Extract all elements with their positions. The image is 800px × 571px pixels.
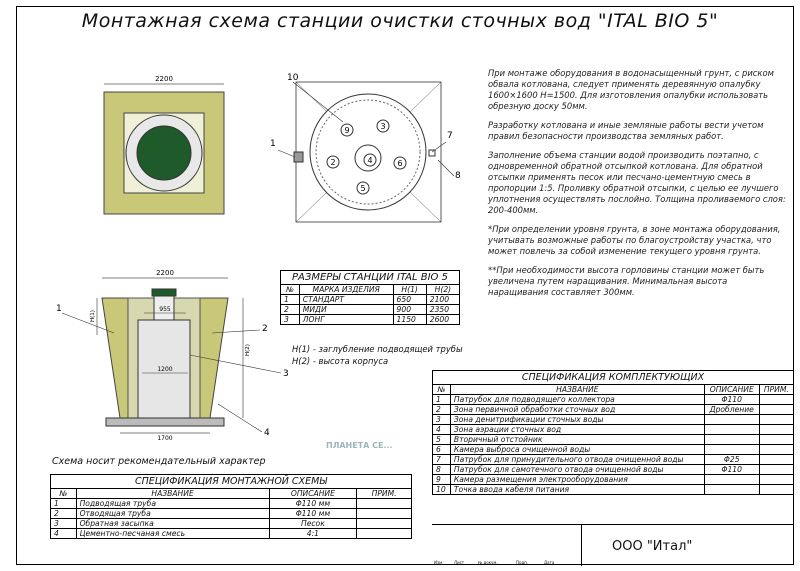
- table-row: 6 Камера выброса очищенной воды: [433, 445, 794, 455]
- table-row: 8 Патрубок для самотечного отвода очищенной воды Φ110: [433, 465, 794, 475]
- stamp-label: Подп.: [516, 560, 529, 565]
- mount-header: ОПИСАНИЕ: [269, 489, 357, 499]
- legend-h2: Н(2) - высота корпуса: [292, 356, 389, 366]
- zone-4: 4: [367, 156, 373, 165]
- legend-h1: Н(1) - заглубление подводящей трубы: [292, 344, 463, 354]
- base-slab: [106, 418, 224, 426]
- note-1: При монтаже оборудования в водонасыщенный грунт, с риском обвала котлована, следует применять деревянную опалубку 1600×1600 Н=1500. Для изготовления опалубки использовать обрезную доску 50мм.: [488, 68, 774, 111]
- sizes-table-caption: РАЗМЕРЫ СТАНЦИИ ITAL BIO 5: [280, 270, 460, 284]
- installation-notes: [488, 68, 788, 306]
- title-block: [432, 524, 794, 565]
- station-schematic: [270, 73, 461, 222]
- table-row: 7 Патрубок для принудительного отвода очищенной воды Φ25: [433, 455, 794, 465]
- outlet-pipe: [429, 150, 435, 156]
- zone-6: 6: [397, 159, 403, 168]
- stamp-label: Изм.: [434, 560, 444, 565]
- mount-table-caption: СПЕЦИФИКАЦИЯ МОНТАЖНОЙ СХЕМЫ: [50, 474, 412, 488]
- callout-2: 2: [262, 324, 268, 334]
- callout-8: 8: [455, 171, 461, 181]
- table-row: 10 Точка ввода кабеля питания: [433, 485, 794, 495]
- inlet-pipe: [294, 152, 303, 162]
- components-header: ПРИМ.: [759, 385, 793, 395]
- sizes-legend: [292, 343, 463, 367]
- plan-station: [137, 126, 191, 180]
- table-row: 5 Вторичный отстойник: [433, 435, 794, 445]
- table-row: 3 ЛОНГ 1150 2600: [281, 315, 460, 325]
- stamp-label: № докум.: [478, 560, 498, 565]
- components-header: ОПИСАНИЕ: [704, 385, 759, 395]
- table-row: 4 Зона аэрации сточных вод: [433, 425, 794, 435]
- table-row: 4 Цементно-песчаная смесь 4:1: [51, 529, 412, 539]
- callout-7: 7: [447, 131, 453, 141]
- components-table: [432, 370, 794, 495]
- sizes-table: [280, 270, 460, 325]
- table-row: 3 Обратная засыпка Песок: [51, 519, 412, 529]
- section-view: [56, 269, 289, 442]
- zone-2: 2: [330, 158, 336, 167]
- sizes-header: №: [281, 285, 300, 295]
- sizes-header: МАРКА ИЗДЕЛИЯ: [299, 285, 393, 295]
- zone-9: 9: [344, 126, 350, 135]
- table-row: 1 Подводящая труба Φ110 мм: [51, 499, 412, 509]
- note-5: **При необходимости высота горловины станции может быть увеличена путем наращивания. Минимальная высота наращивания составляет 300мм.: [488, 265, 765, 297]
- neck-width-label: 955: [159, 306, 171, 313]
- zone-5: 5: [360, 184, 366, 193]
- h1-label: H(1): [90, 310, 96, 322]
- components-header: НАЗВАНИЕ: [450, 385, 704, 395]
- mount-header: ПРИМ.: [357, 489, 412, 499]
- table-row: 2 МИДИ 900 2350: [281, 305, 460, 315]
- components-header: №: [433, 385, 451, 395]
- table-row: 3 Зона денитрификации сточных воды: [433, 415, 794, 425]
- callout-4: 4: [264, 428, 270, 438]
- recommend-note: Схема носит рекомендательный характер: [52, 456, 266, 467]
- watermark: ПЛАНЕТА СЕ...: [326, 441, 393, 450]
- base-width-label: 1700: [157, 435, 173, 442]
- mount-header: НАЗВАНИЕ: [76, 489, 269, 499]
- note-3: Заполнение объема станции водой производить поэтапно, с одновременной обратной отсыпкой котлована. Для обратной отсыпки применять песок или песчано-цементную смесь в пропорции 1:5. Проливку обратной отсыпки, с целью ее лучшего уплотнения осуществлять послойно. Толщина проливаемого слоя: 200-400мм.: [488, 150, 786, 215]
- callout-1: 1: [56, 304, 62, 314]
- plan-width-label: 2200: [155, 75, 173, 83]
- callout-1-plan: 1: [270, 139, 276, 149]
- sizes-header: Н(2): [426, 285, 459, 295]
- zone-3: 3: [380, 122, 386, 131]
- table-row: 2 Отводящая труба Φ110 мм: [51, 509, 412, 519]
- drawing-title: Монтажная схема станции очистки сточных вод "ITAL BIO 5": [81, 10, 719, 32]
- h2-label: H(2): [245, 344, 251, 356]
- table-row: 9 Камера размещения электрооборудования: [433, 475, 794, 485]
- table-row: 1 СТАНДАРТ 650 2100: [281, 295, 460, 305]
- note-4: *При определении уровня грунта, в зоне монтажа оборудования, учитывать возможные работы по благоустройству участка, что может повлечь за собой изменение текущего уровня грунта.: [488, 224, 781, 256]
- table-row: 2 Зона первичной обработки сточных вод Дробление: [433, 405, 794, 415]
- title-block-cells: [432, 525, 582, 566]
- section-width-label: 2200: [156, 269, 174, 277]
- table-row: 1 Патрубок для подводящего коллектора Φ110: [433, 395, 794, 405]
- plan-view: [104, 75, 224, 214]
- mount-header: №: [51, 489, 77, 499]
- components-table-caption: СПЕЦИФИКАЦИЯ КОМПЛЕКТУЮЩИХ: [432, 370, 794, 384]
- sizes-header: Н(1): [393, 285, 426, 295]
- company-name: ООО "Итал": [612, 539, 693, 554]
- callout-10: 10: [287, 73, 299, 83]
- stamp-label: Дата: [544, 560, 555, 565]
- note-2: Разработку котлована и иные земляные работы вести учетом правил безопасности производства земляных работ.: [488, 120, 764, 141]
- body-width-label: 1200: [157, 366, 173, 373]
- station-lid: [152, 289, 176, 296]
- callout-3: 3: [283, 369, 289, 379]
- mount-table: [50, 474, 412, 539]
- stamp-label: Лист: [454, 560, 465, 565]
